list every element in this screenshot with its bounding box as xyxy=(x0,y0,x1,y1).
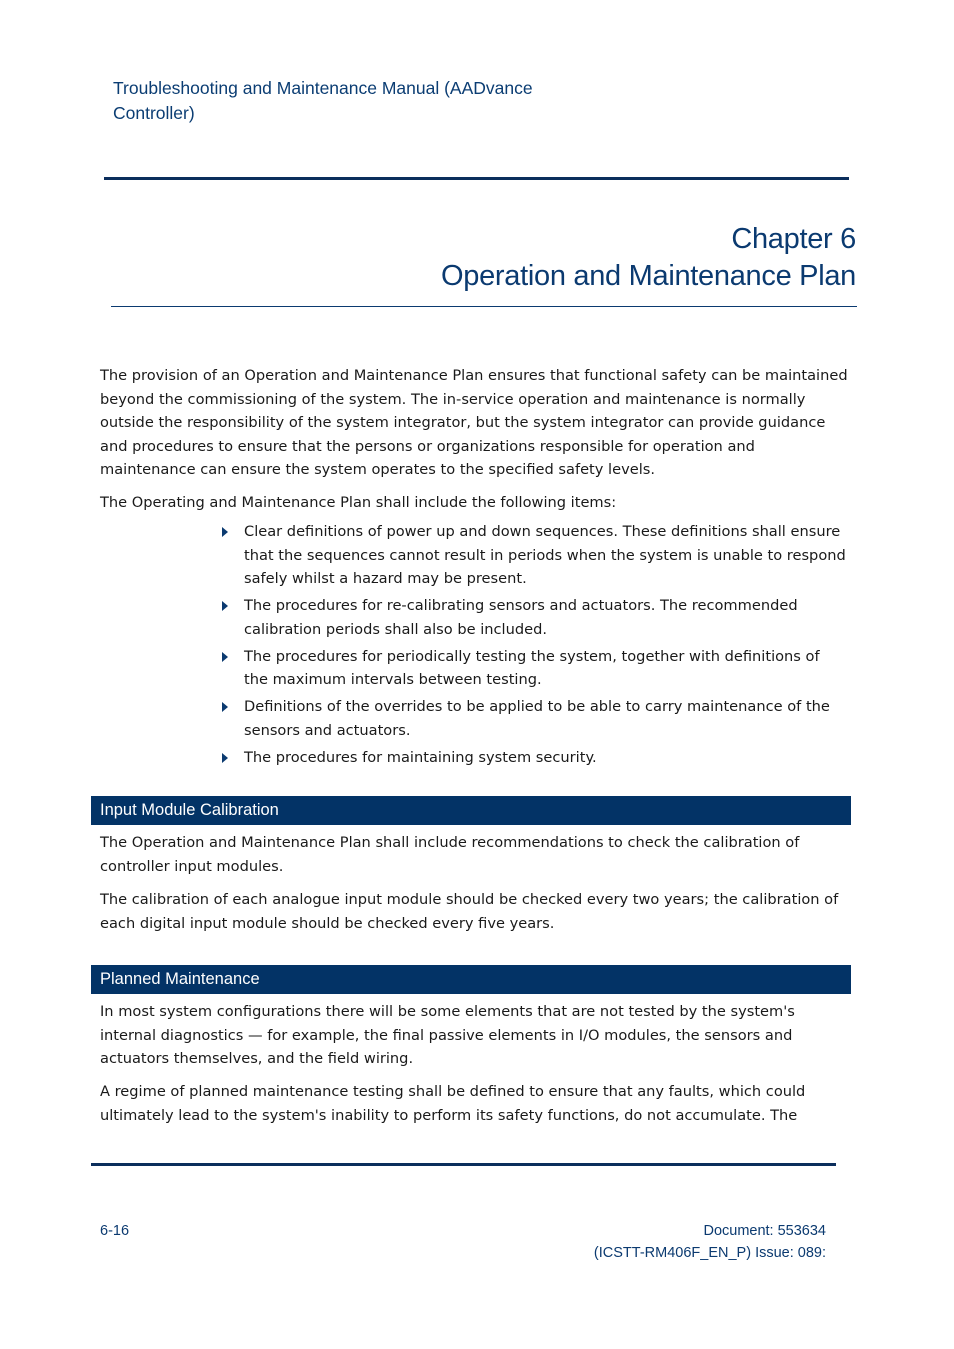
list-item xyxy=(218,520,846,591)
section-heading-input-module-calibration: Input Module Calibration xyxy=(91,796,851,825)
maintenance-paragraph-2: A regime of planned maintenance testing shall be defined to ensure that any faults, which could ultimately lead to the system's inability to perform its safety functions, do not accumulate. The xyxy=(100,1083,806,1124)
intro-paragraph-1: The provision of an Operation and Maintenance Plan ensures that functional safety can be maintained beyond the commissioning of the system. The in-service operation and maintenance is normally outside the responsibility of the system integrator, but the system integrator can provide guidance and procedures to ensure that the persons or organizations responsible for operation and maintenance can ensure the system operates to the specified safety levels. xyxy=(100,367,848,478)
list-item xyxy=(218,746,846,770)
document-info xyxy=(594,1220,826,1264)
triangle-bullet-icon xyxy=(222,753,228,763)
requirements-list xyxy=(218,520,846,773)
maintenance-paragraph-1: In most system configurations there will be some elements that are not tested by the system's internal diagnostics — for example, the final passive elements in I/O modules, the sensors and actuators themselves, and the field wiring. xyxy=(100,1003,795,1067)
list-item xyxy=(218,594,846,641)
triangle-bullet-icon xyxy=(222,702,228,712)
chapter-rule xyxy=(111,306,857,307)
list-item-text: The procedures for re-calibrating sensors and actuators. The recommended calibration periods shall also be included. xyxy=(244,597,798,638)
triangle-bullet-icon xyxy=(222,652,228,662)
list-item-text: Definitions of the overrides to be applied to be able to carry maintenance of the sensors and actuators. xyxy=(244,698,830,739)
manual-title: Troubleshooting and Maintenance Manual (AADvance Controller) xyxy=(113,78,533,123)
list-item-text: The procedures for maintaining system security. xyxy=(244,748,597,766)
page-number: 6-16 xyxy=(100,1223,130,1239)
chapter-title: Operation and Maintenance Plan xyxy=(440,260,856,292)
list-item-text: Clear definitions of power up and down sequences. These definitions shall ensure that the sequences cannot result in periods when the system is unable to respond safely whilst a hazard may be present. xyxy=(244,523,846,587)
calibration-paragraph-2: The calibration of each analogue input module should be checked every two years; the calibration of each digital input module should be checked every five years. xyxy=(100,891,839,932)
header-rule xyxy=(104,177,849,180)
chapter-heading xyxy=(441,221,856,295)
list-item-text: The procedures for periodically testing the system, together with definitions of the maximum intervals between testing. xyxy=(244,647,820,688)
list-item xyxy=(218,645,846,692)
intro-paragraph-2: The Operating and Maintenance Plan shall include the following items: xyxy=(100,494,617,511)
footer-rule xyxy=(91,1163,836,1166)
triangle-bullet-icon xyxy=(222,527,228,537)
chapter-number: Chapter 6 xyxy=(731,223,856,255)
list-item xyxy=(218,695,846,742)
document-number: Document: 553634 xyxy=(703,1223,826,1239)
calibration-paragraph-1: The Operation and Maintenance Plan shall include recommendations to check the calibration of controller input modules. xyxy=(100,834,800,875)
issue-number: (ICSTT-RM406F_EN_P) Issue: 089: xyxy=(593,1245,826,1261)
section-heading-planned-maintenance: Planned Maintenance xyxy=(91,965,851,994)
triangle-bullet-icon xyxy=(222,601,228,611)
